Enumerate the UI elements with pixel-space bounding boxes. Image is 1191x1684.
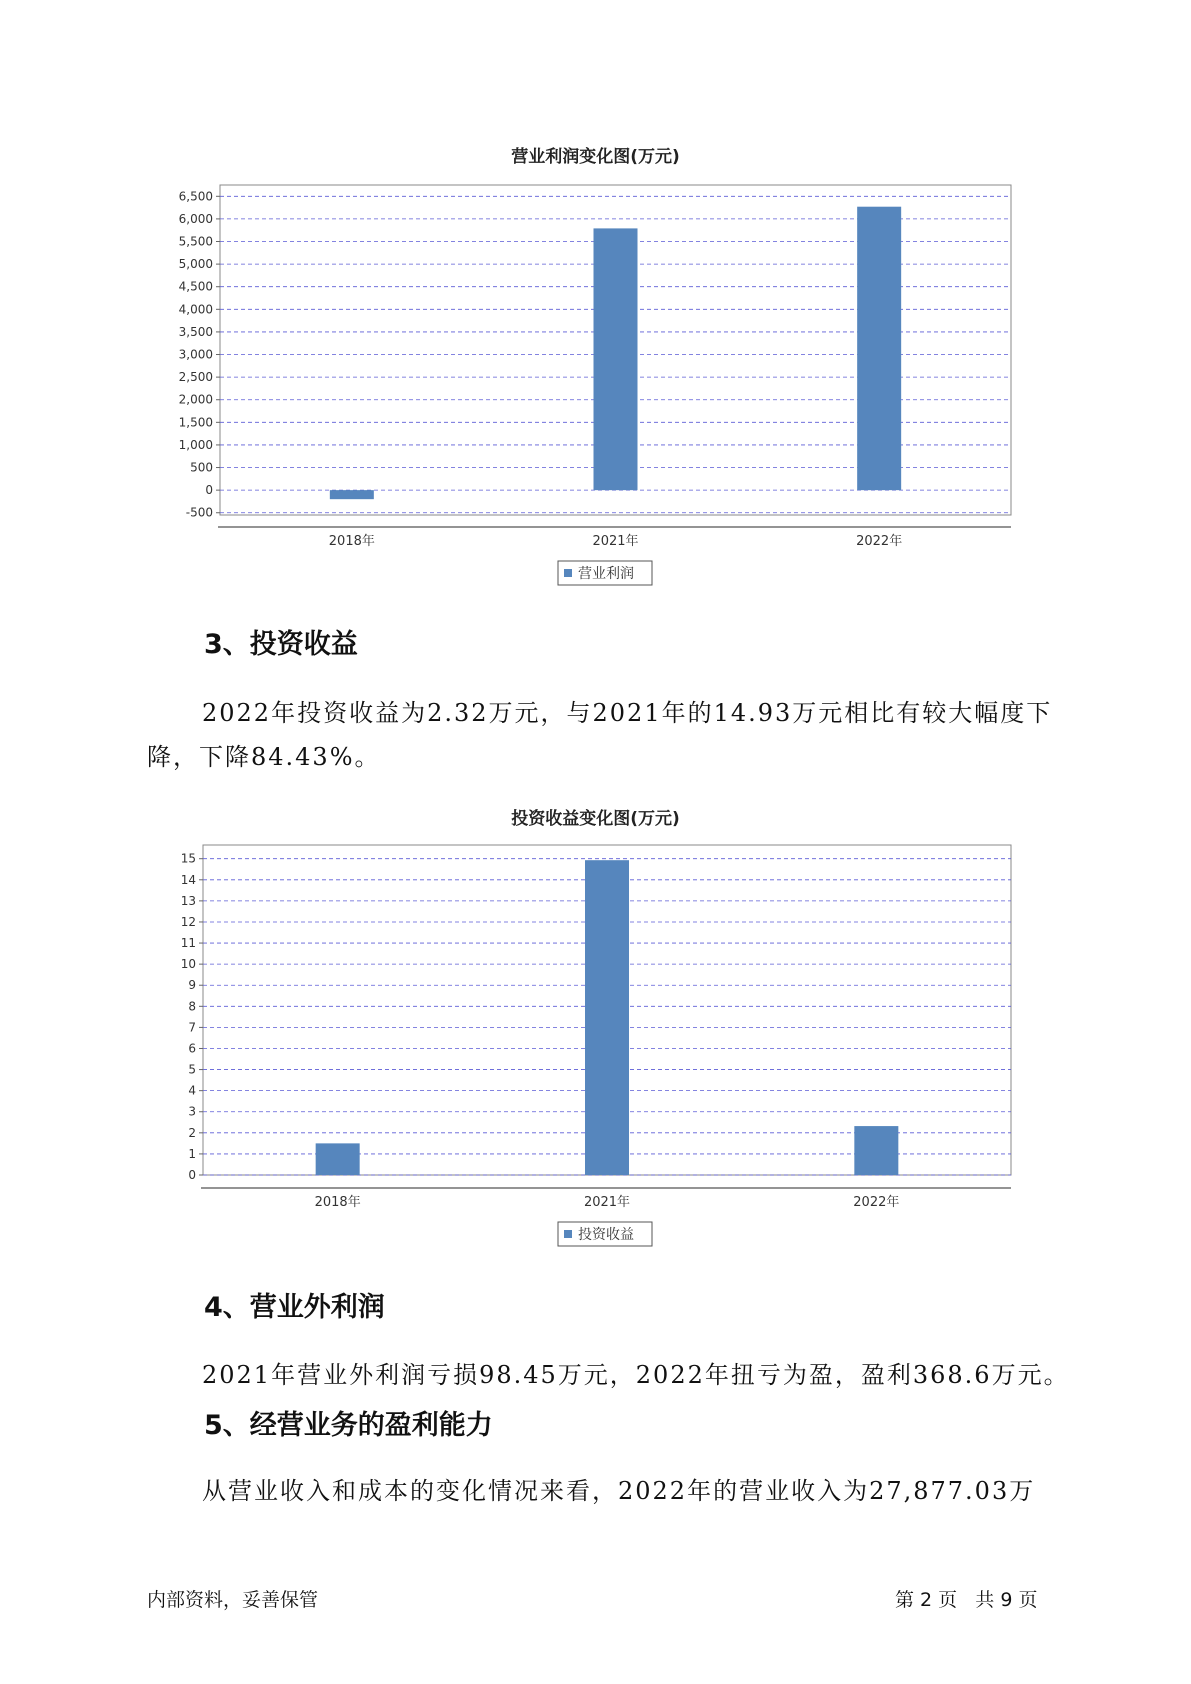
y-tick-label: 0 [205,483,213,498]
legend-swatch [564,569,572,577]
y-tick-label: 2 [188,1125,196,1140]
y-tick-label: 14 [180,872,196,887]
section4-heading: 4、营业外利润 [204,1292,385,1323]
y-tick-label: 5,500 [178,234,213,249]
x-tick-label: 2018年 [314,1195,361,1210]
y-tick-label: 5 [188,1062,196,1077]
section3-paragraph-line2: 降，下降84.43%。 [147,743,381,771]
y-tick-label: 4,500 [178,279,213,294]
y-tick-label: 3,500 [178,324,213,339]
operating-profit-chart [0,160,1191,600]
chart1-title: 营业利润变化图(万元) [511,147,680,167]
section3-paragraph-line1: 2022年投资收益为2.32万元，与2021年的14.93万元相比有较大幅度下 [202,699,1053,727]
y-tick-label: 12 [180,914,196,929]
y-tick-label: 8 [188,999,196,1014]
y-tick-label: 15 [180,851,196,866]
x-tick-label: 2018年 [328,534,375,549]
x-tick-label: 2021年 [583,1195,631,1210]
y-tick-label: 1,500 [178,415,213,430]
y-tick-label: 11 [180,936,196,951]
y-tick-label: 0 [188,1168,196,1182]
y-tick-label: -500 [185,505,213,520]
bar-2021年 [585,860,629,1175]
x-tick-label: 2022年 [856,534,903,549]
y-tick-label: 5,000 [178,257,213,272]
y-tick-label: 3 [188,1104,196,1119]
y-tick-label: 1,000 [178,437,213,452]
y-tick-label: 500 [190,460,213,475]
y-tick-label: 7 [188,1020,196,1035]
footer-page-number: 第 2 页 共 9 页 [895,1589,1038,1611]
y-tick-label: 4 [188,1083,196,1098]
y-tick-label: 2,000 [178,392,213,407]
section4-paragraph: 2021年营业外利润亏损98.45万元，2022年扭亏为盈，盈利368.6万元。 [202,1361,1070,1389]
y-tick-label: 13 [180,893,196,908]
bar-2022年 [857,207,901,490]
y-tick-label: 10 [180,957,196,972]
x-tick-label: 2021年 [592,534,639,549]
y-tick-label: 6 [188,1041,196,1056]
section5-paragraph: 从营业收入和成本的变化情况来看，2022年的营业收入为27,877.03万 [202,1477,1036,1505]
y-tick-label: 9 [188,978,196,993]
y-tick-label: 4,000 [178,302,213,317]
y-tick-label: 1 [188,1146,196,1161]
footer-confidential-note: 内部资料，妥善保管 [147,1589,319,1611]
y-tick-label: 3,000 [178,347,213,362]
y-tick-label: 6,000 [178,211,213,226]
y-tick-label: 2,500 [178,370,213,385]
legend-label: 营业利润 [578,566,634,582]
bar-2021年 [594,228,638,490]
section5-heading: 5、经营业务的盈利能力 [204,1410,493,1441]
investment-income-chart [0,822,1191,1262]
legend-label: 投资收益 [578,1227,634,1243]
y-tick-label: 6,500 [178,189,213,204]
legend-swatch [564,1230,572,1238]
chart2-title: 投资收益变化图(万元) [511,809,680,829]
bar-2022年 [854,1126,898,1175]
bar-2018年 [316,1143,360,1175]
x-tick-label: 2022年 [853,1195,900,1210]
bar-2018年 [330,490,374,499]
section3-heading: 3、投资收益 [204,629,358,660]
